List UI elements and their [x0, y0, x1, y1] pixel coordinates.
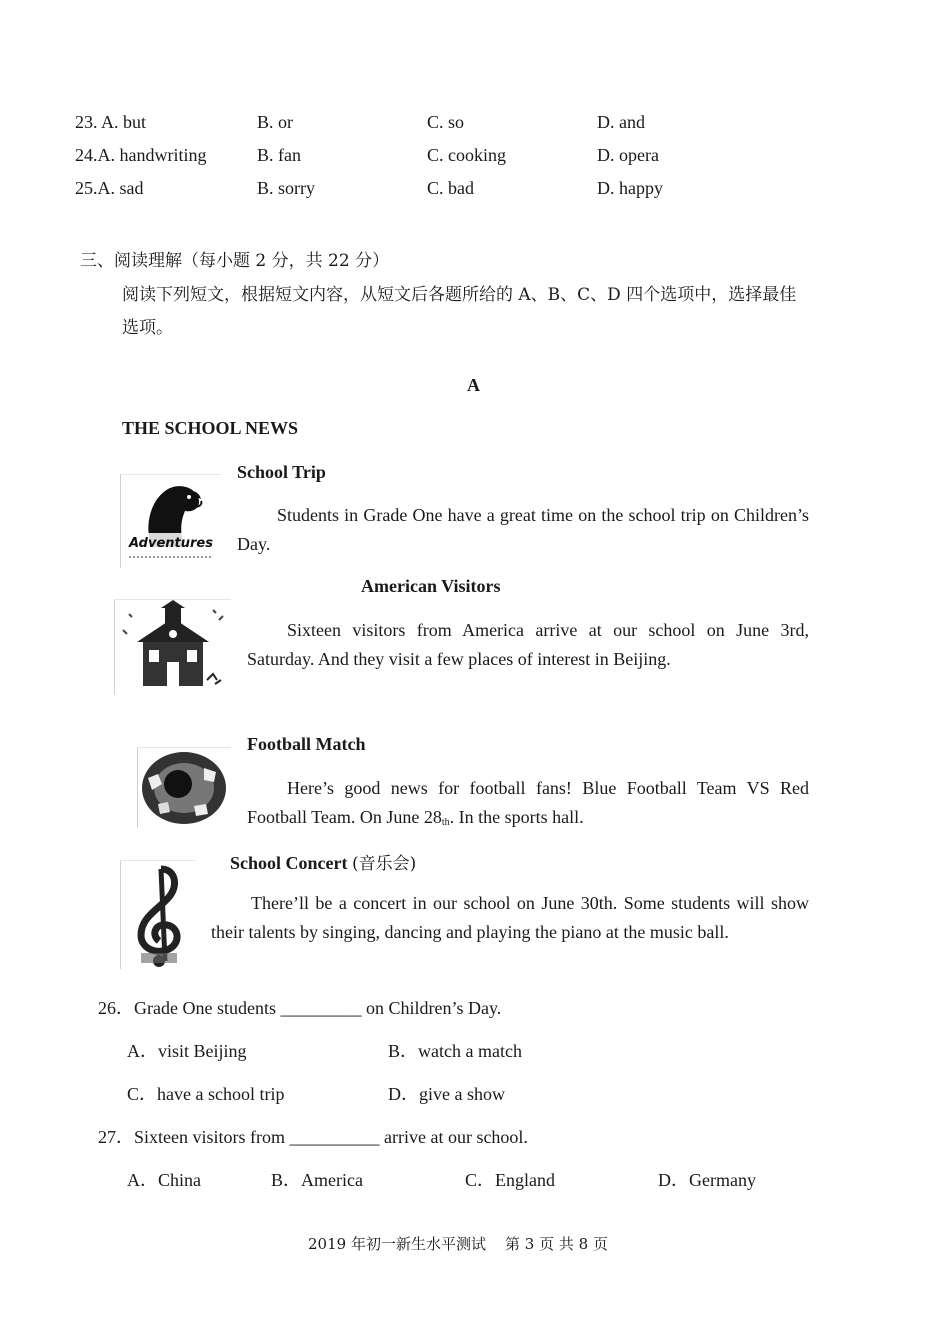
football-image [137, 747, 231, 828]
school-trip-title: School Trip [237, 462, 326, 482]
question-26-option-c: C．have a school trip [127, 1084, 285, 1104]
school-concert-heading [230, 849, 416, 874]
question-27-option-a: A．China [127, 1170, 201, 1190]
school-trip-logo-image [120, 474, 221, 568]
option-24-c: C. cooking [427, 145, 506, 165]
section-instruction-line1: 阅读下列短文，根据短文内容，从短文后各题所给的 A、B、C、D 四个选项中，选择最佳 [122, 285, 797, 305]
footer-page-info: 第 3 页 共 8 页 [505, 1235, 608, 1253]
school-concert-title-cn: (音乐会) [351, 854, 417, 874]
section-title: 三、阅读理解 [80, 251, 182, 271]
schoolhouse-image [114, 599, 231, 695]
page-footer [308, 1233, 608, 1254]
school-trip-logo-text: Adventures [129, 536, 213, 551]
footer-title: 2019 年初一新生水平测试 [308, 1235, 486, 1253]
passage-label: A [467, 375, 480, 395]
treble-clef-image [120, 860, 196, 969]
school-concert-body: There’ll be a concert in our school on June 30th. Some students will show their talents by singing, dancing and playing the piano at the music ball. [211, 893, 809, 942]
option-24-d: D. opera [597, 145, 659, 165]
football-body-main: Here’s good news for football fans! Blue Football Team VS Red Football Team. On June 28 [247, 778, 809, 827]
option-23-b: B. or [257, 112, 293, 132]
question-26-option-d: D．give a show [388, 1084, 505, 1104]
option-23-c: C. so [427, 112, 465, 132]
option-25-c: C. bad [427, 178, 474, 198]
question-27-option-d: D．Germany [658, 1170, 756, 1190]
american-visitors-body: Sixteen visitors from America arrive at our school on June 3rd, Saturday. And they visit a few places of interest in Beijing. [247, 620, 809, 669]
school-concert-title: School Concert [230, 853, 348, 873]
question-27-stem: 27．Sixteen visitors from __________ arrive at our school. [98, 1127, 528, 1147]
option-25-d: D. happy [597, 178, 663, 198]
football-body-suffix: th [441, 817, 450, 828]
american-visitors-title: American Visitors [361, 576, 501, 596]
option-24-a: 24.A. handwriting [75, 145, 207, 165]
section-score-note: （每小题 2 分，共 22 分） [182, 251, 390, 271]
question-27-option-c: C．England [465, 1170, 555, 1190]
question-27-option-b: B．America [271, 1170, 363, 1190]
football-match-body [247, 774, 809, 837]
option-25-b: B. sorry [257, 178, 315, 198]
question-26-option-a: A．visit Beijing [127, 1041, 247, 1061]
question-26-stem: 26．Grade One students _________ on Children’s Day. [98, 998, 502, 1018]
question-26-option-b: B．watch a match [388, 1041, 522, 1061]
option-23-a: 23. A. but [75, 112, 147, 132]
school-trip-body: Students in Grade One have a great time on the school trip on Children’s Day. [237, 505, 809, 554]
section-instruction-line2: 选项。 [122, 318, 173, 338]
option-23-d: D. and [597, 112, 645, 132]
football-body-end: . In the sports hall. [449, 807, 584, 827]
news-title: THE SCHOOL NEWS [122, 418, 299, 438]
option-24-b: B. fan [257, 145, 301, 165]
option-25-a: 25.A. sad [75, 178, 144, 198]
football-match-title: Football Match [247, 734, 366, 754]
section-heading [80, 246, 389, 271]
